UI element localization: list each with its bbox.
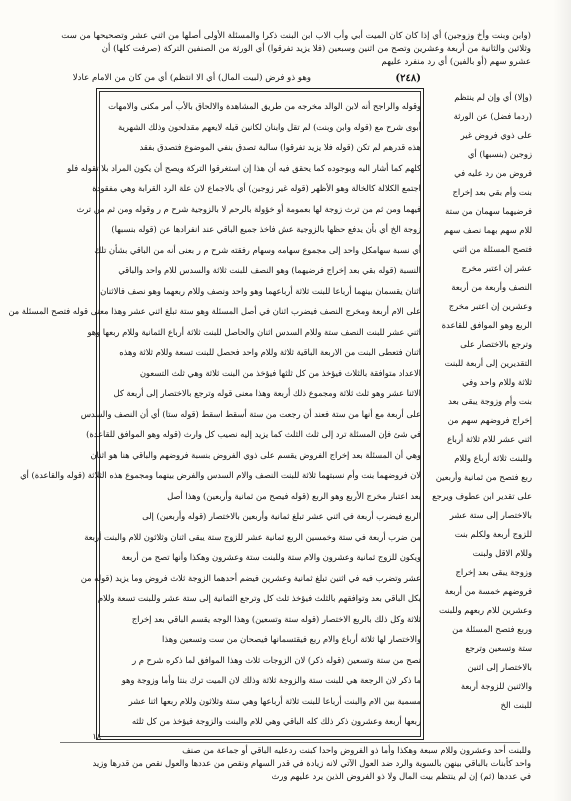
commentary-line: الاثنا عشر وهو ثلث ثلاثة ومجموع ذلك أربعة وهذا معنى قوله وترجع بالاختصار إلى أربعة كل [113, 388, 421, 398]
margin-line: للزوج أربعة ولكلم بنت [454, 529, 532, 539]
commentary-line: فيهما ومن ثم من ترث زوجة لها بعمومة أو خؤولة بالرحم لا بالزوجية شرح م ر وقوله ومن ثم من ترث [76, 203, 421, 214]
margin-line: بالاختصار إلى ستة عشر [449, 510, 532, 520]
margin-line: إخراج فروضهم سهم من [447, 415, 532, 425]
margin-line: بالاختصار إلى اثنين [467, 662, 532, 672]
commentary-line: زوجة الخ أي بأن يدفع حظها بالزوجية عش فاخذ جميع الباقي عند انفرادها عن (قوله بنسبها) [111, 224, 421, 234]
margin-line: بنت وأم بقي بعد إخراج [452, 187, 532, 197]
margin-line: وربع فتصح المسئلة من [452, 624, 532, 634]
margin-line: وعشرين للام ربعهم وللبنت [438, 605, 532, 615]
bottom-text-line: في عددها (ثم) إن لم ينتظم بيت المال ولا ذو الفروض الذين يرد عليهم ورث [271, 771, 531, 781]
margin-line: فروضهم خمسة من أربعة [444, 586, 532, 596]
margin-line: للام سهم بهما نصف سهم [443, 225, 532, 235]
commentary-line: من ضرب أربعة في ستة وخمسين الربع ثمانية عشر للزوج ستة يبقى اثنان وثلاثون للام والبنت أربعة [84, 531, 421, 542]
commentary-line: هذه قدرهم لم تكن (قوله فلا يزيد تفرقوا) سالبة تصدق بنفي الموضوع فتصدق بفقد [139, 142, 421, 152]
margin-line: الربع وهو الموافق للقاعدة [441, 320, 532, 330]
commentary-line: اثنان يقسمان بينهما أرباعا للبنت ثلاثة أرباعهما وهو واحد ونصف وللام ربعهما وهو نصف فالاثنان [100, 285, 421, 296]
commentary-line: ويكون للزوج ثمانية وعشرون والام ستة وللبنت ستة وعشرون وهكذا وأنها تصح من أربعة [121, 552, 421, 562]
page-number: (٢٤٨) [395, 73, 421, 84]
commentary-line: والاختصار لها ثلاثة أرباع والام ربع فيقتسمانها فيصحان من ست وتسعين وهذا [162, 634, 421, 644]
commentary-line: ما ذكر لان الرجعة هي للبنت ستة والزوجة ثلاثة وذلك لان الميت ترك بنتا وأما وزوجة وهو [121, 675, 421, 685]
margin-line: والاثنين للزوجة أربعة [460, 681, 532, 691]
top-text-line: (وابن وبنت وأخ وزوجين) أي إذا كان كان الميت أبي وأب الاب ابن البنت ذكرا والمسئلة الأولى أصلها من اثني عشر وتصحيحها من ست [61, 31, 531, 41]
top-marker-line: وهو ذو فرض (لبيت المال) أي الا انتظم) أي من كان من الامام عادلا [72, 73, 311, 83]
margin-line: النصف وأربعة من أربعة [451, 282, 532, 292]
commentary-line: لان فروضهما بنت وأم نسبتهما ثلاثة للبنت النصف والام السدس والفرض بينهما ومجموع هذه الثلاثة (قوله والقاعدة) أي [20, 470, 421, 480]
commentary-line: ثلاثة وكل ذلك بالربع الاختصار (قوله ستة وتسعين) وهذا الوجه يقسم الباقي بعد إخراج [131, 613, 421, 624]
commentary-line: اثني عشر للبنت النصف ستة وللام السدس اثنان والحاصل للبنت ثلاثة أرباع الثمانية وللام ربعها وهو [87, 326, 421, 337]
commentary-line: الاعداد متوافقة بالثلاث فيؤخذ من كل ثلثها فيؤخذ من البنت ثلاثة وهي ثلث التسعون [139, 367, 421, 378]
margin-line: (ردما فضل) عن الورثة [453, 111, 532, 121]
margin-line: وترجع بالاختصار على [460, 339, 532, 349]
commentary-line: كلهم كما أشار اليه وبوجوده كما يحقق فيه أن هذا إن استغرقوا التركة ويصح أن يكون المراد بلا تقوله فلو [67, 162, 421, 173]
page-edge-shadow [553, 0, 571, 801]
margin-line: وزوجة يبقى بعد إخراج [455, 567, 532, 577]
commentary-line: اثنان فتعطى البنت من الاربعة الباقية ثلاثة وللام واحد فحصل للبنت تسعة وللام ثلاثة وهذه [119, 347, 421, 357]
margin-line: وللام الاقل ولبنت [472, 548, 532, 558]
commentary-line: عشر وتضرب فيه في اثنين تبلغ ثمانية وعشرين فيضم أحدهما الزوجة ثلاث فروض وما يزيد (قوله من [80, 572, 421, 583]
footer-separator [60, 742, 520, 743]
margin-line: ربع فتصح من ثمانية وأربعين [435, 472, 532, 482]
bottom-text-line: واحد كأبنات بالباقي بينهن بالسوية والرد ضد العول الآتي لانه زيادة في قدر السهام ونقص من عددها والعول نقص من قدرها وزيد [92, 758, 531, 768]
footnote-number: ١٨ [92, 732, 101, 741]
commentary-line: في شئ فإن المسئلة ترد إلى ثلث الثلث كما يزيد إليه نصيب كل وارث (قوله وهو الموافق للقاعدة) [86, 429, 421, 439]
margin-line: عشر إن اعتبر مخرج [461, 263, 532, 273]
margin-text-column [427, 86, 532, 710]
commentary-line: بكل الباقي بعد وتوافقهم بالثلث فيؤخذ ثلث كل وترجع الثمانية إلى ستة عشر وللبنت تسعة وللام [97, 593, 421, 603]
margin-line: اثني عشر للام ثلاثة أرباع [446, 434, 532, 444]
margin-line: ستة وتسعين وترجع [465, 643, 532, 653]
commentary-line: بعد اعتبار مخرج الأربع وهو الربع (قوله فيصح من ثمانية وأربعين) وهذا أصل [167, 490, 421, 501]
commentary-line: الربع فيضرب أربعة في اثني عشر تبلغ ثمانية وأربعين بالاختصار (قوله وأربعين) إلى [142, 511, 421, 521]
commentary-line: أي نسبة سهامكل واحد إلى مجموع سهامه وسهام رفقته شرح م ر بعنى أنه من الباقي بشأن تلك [94, 244, 421, 255]
margin-line: بنت وأم وزوجة يبقى بعد [448, 396, 532, 406]
margin-line: (وإلا) أي وإن لم ينتظم [454, 92, 532, 102]
margin-line: على تقدير ابن عطوف ويرجع [432, 491, 532, 501]
commentary-line: تصح من ستة وتسعين (قوله ذكر) لان الزوجات ثلاث وهذا الموافق لما ذكره شرح م ر [132, 654, 421, 665]
commentary-line: وقوله والراجح أنه لابن الوالد مخرجه من طريق المشاهدة والالحاق بالأب أمر مكنى والامهات [108, 101, 421, 111]
margin-line: وللبنت ثلاثة أرباع وللام [454, 453, 532, 463]
commentary-line: اجتمع الكلالة كالخالة وهو الأظهر (قوله غير زوجين) أي بالاجماع لان علة الرد القرابة وهي مفقودة [92, 183, 421, 193]
top-text-line: وثلاثين والثانية من أربعة وعشرين وتصح من اثنين وسبعين (فلا يزيد تفرقوا) أي الورثة من الصنفين التركة (صرفت كلها) أن [101, 44, 531, 54]
margin-line: ثلاثة وللام واحد وفي [462, 377, 532, 387]
margin-line: فرضيهما سهمان من ستة [445, 206, 532, 216]
commentary-line: النسبة (قوله بقي بعد إخراج فرضيهما) وهو النصف للبنت ثلاثة والسدس للام واحد والباقي [118, 265, 421, 275]
margin-line: فروض من رد عليه في [454, 168, 532, 178]
margin-line: على ذوي فروض غير [460, 130, 532, 140]
margin-line: زوجين (بنسبها) أي [467, 149, 532, 159]
commentary-line: وهي أن المسئلة بعد إخراج الفروض يقسم على ذوي الفروض بنسبة فروضهم والباقي هنا هو اثنان [90, 449, 421, 460]
margin-line: التقديرين إلى أربعة للبنت [444, 358, 532, 368]
top-text-line: عشرو سهم (أو بالفين) أي رد منفرد عليهم [381, 57, 531, 67]
commentary-line: على الام أربعة ومخرج النصف فيضرب اثنان في أصل المسئلة وهو ستة تبلغ اثني عشر وهذا معنى قوله فتصح المسئلة من [8, 306, 421, 316]
commentary-line: على أربعة مع أنها من ستة فعند أن رجعت من ستة أسقط اسقط (قوله ستا) أي أن النصف والسدس [80, 408, 421, 419]
margin-line: وعشرين إن اعتبر مخرج [448, 301, 532, 311]
commentary-line: أبوى شرح مع (قوله وابن وبنت) لم تقل وابنان لكانين قيله لايعهم مقدلحون وذلك الشهرية [118, 121, 421, 132]
commentary-line: مسمية بين الام والبنت أرباعا للبنت ثلاثة أرباعها وهي ستة وثلاثون وللام ربعها اثنا عشر [128, 695, 421, 706]
margin-line: للبنت الخ [500, 700, 532, 710]
margin-line: فتصح المسئلة من اثني [452, 244, 532, 254]
commentary-line: ربعها أربعة وعشرون ذكر ذلك كله الباقي وهي للام والبنت والزوجة فيؤخذ من كل ثلثه [131, 716, 421, 726]
bottom-text-line: وللبنت أحد وعشرون وللام سبعة وهكذا وأما ذو الفروض واحدا كبنت ردعليه الباقي أو جماعة من صنف [182, 745, 531, 755]
